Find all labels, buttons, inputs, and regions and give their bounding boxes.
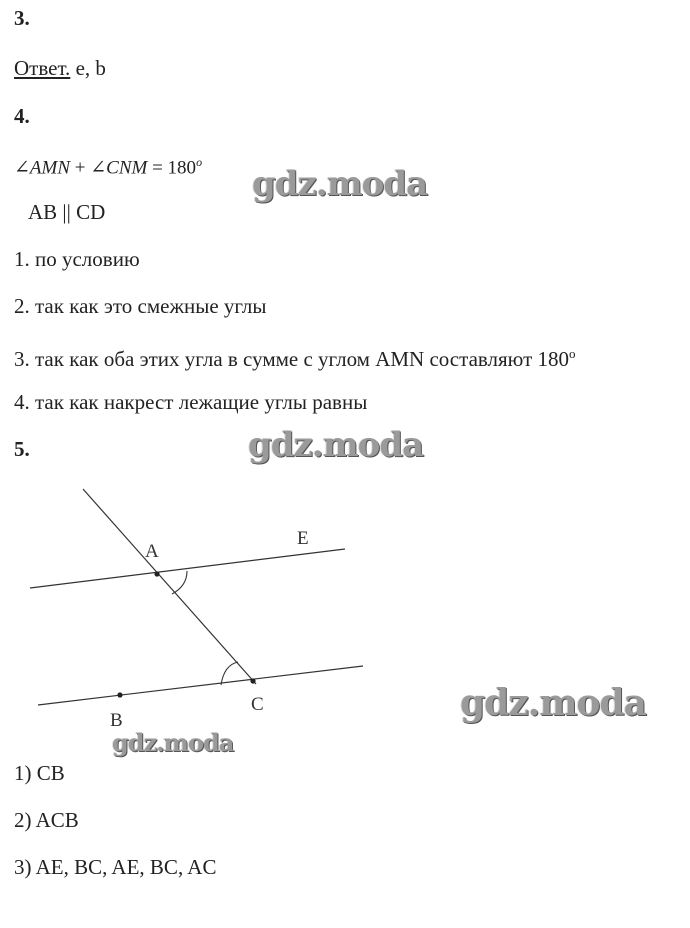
task-5-number: 5. [14,437,30,461]
task-4-number: 4. [14,104,30,128]
angle-cnm: ∠CNM [90,157,148,179]
label-a: A [145,541,159,562]
degree-sign: o [196,155,203,169]
answer-1: 1) CB [14,761,65,785]
answer-label: Ответ. [14,56,71,80]
label-b: B [110,710,123,731]
step-2: 2. так как это смежные углы [14,294,267,318]
watermark-4: gdz.moda [112,728,234,757]
angle-arc-a [172,571,187,594]
watermark-2: gdz.moda [248,425,424,465]
transversal-ac [83,489,256,684]
parallel-statement: AB || CD [28,200,106,224]
point-b [117,692,122,697]
step-1: 1. по условию [14,247,140,271]
answer-value: e, b [70,56,106,80]
point-a [154,571,159,576]
answer-2: 2) ACB [14,808,79,832]
line-bc [38,666,363,705]
label-e: E [297,528,309,549]
watermark-3: gdz.moda [460,682,646,724]
label-c: C [251,694,264,715]
step-3: 3. так как оба этих угла в сумме с углом AMN составляют 180$^o$ [14,346,576,371]
plus-sign: + [70,157,91,179]
equals-180: = 180 [147,157,197,179]
answer-3: 3) AE, BC, AE, BC, AC [14,855,217,879]
point-c [250,678,255,683]
angle-amn: ∠AMN [14,157,71,179]
step-4: 4. так как накрест лежащие углы равны [14,390,368,414]
watermark-1: gdz.moda [252,164,428,204]
step-3-degree: o [569,346,576,361]
task-3-number: 3. [14,6,30,30]
line-ae [30,549,345,588]
